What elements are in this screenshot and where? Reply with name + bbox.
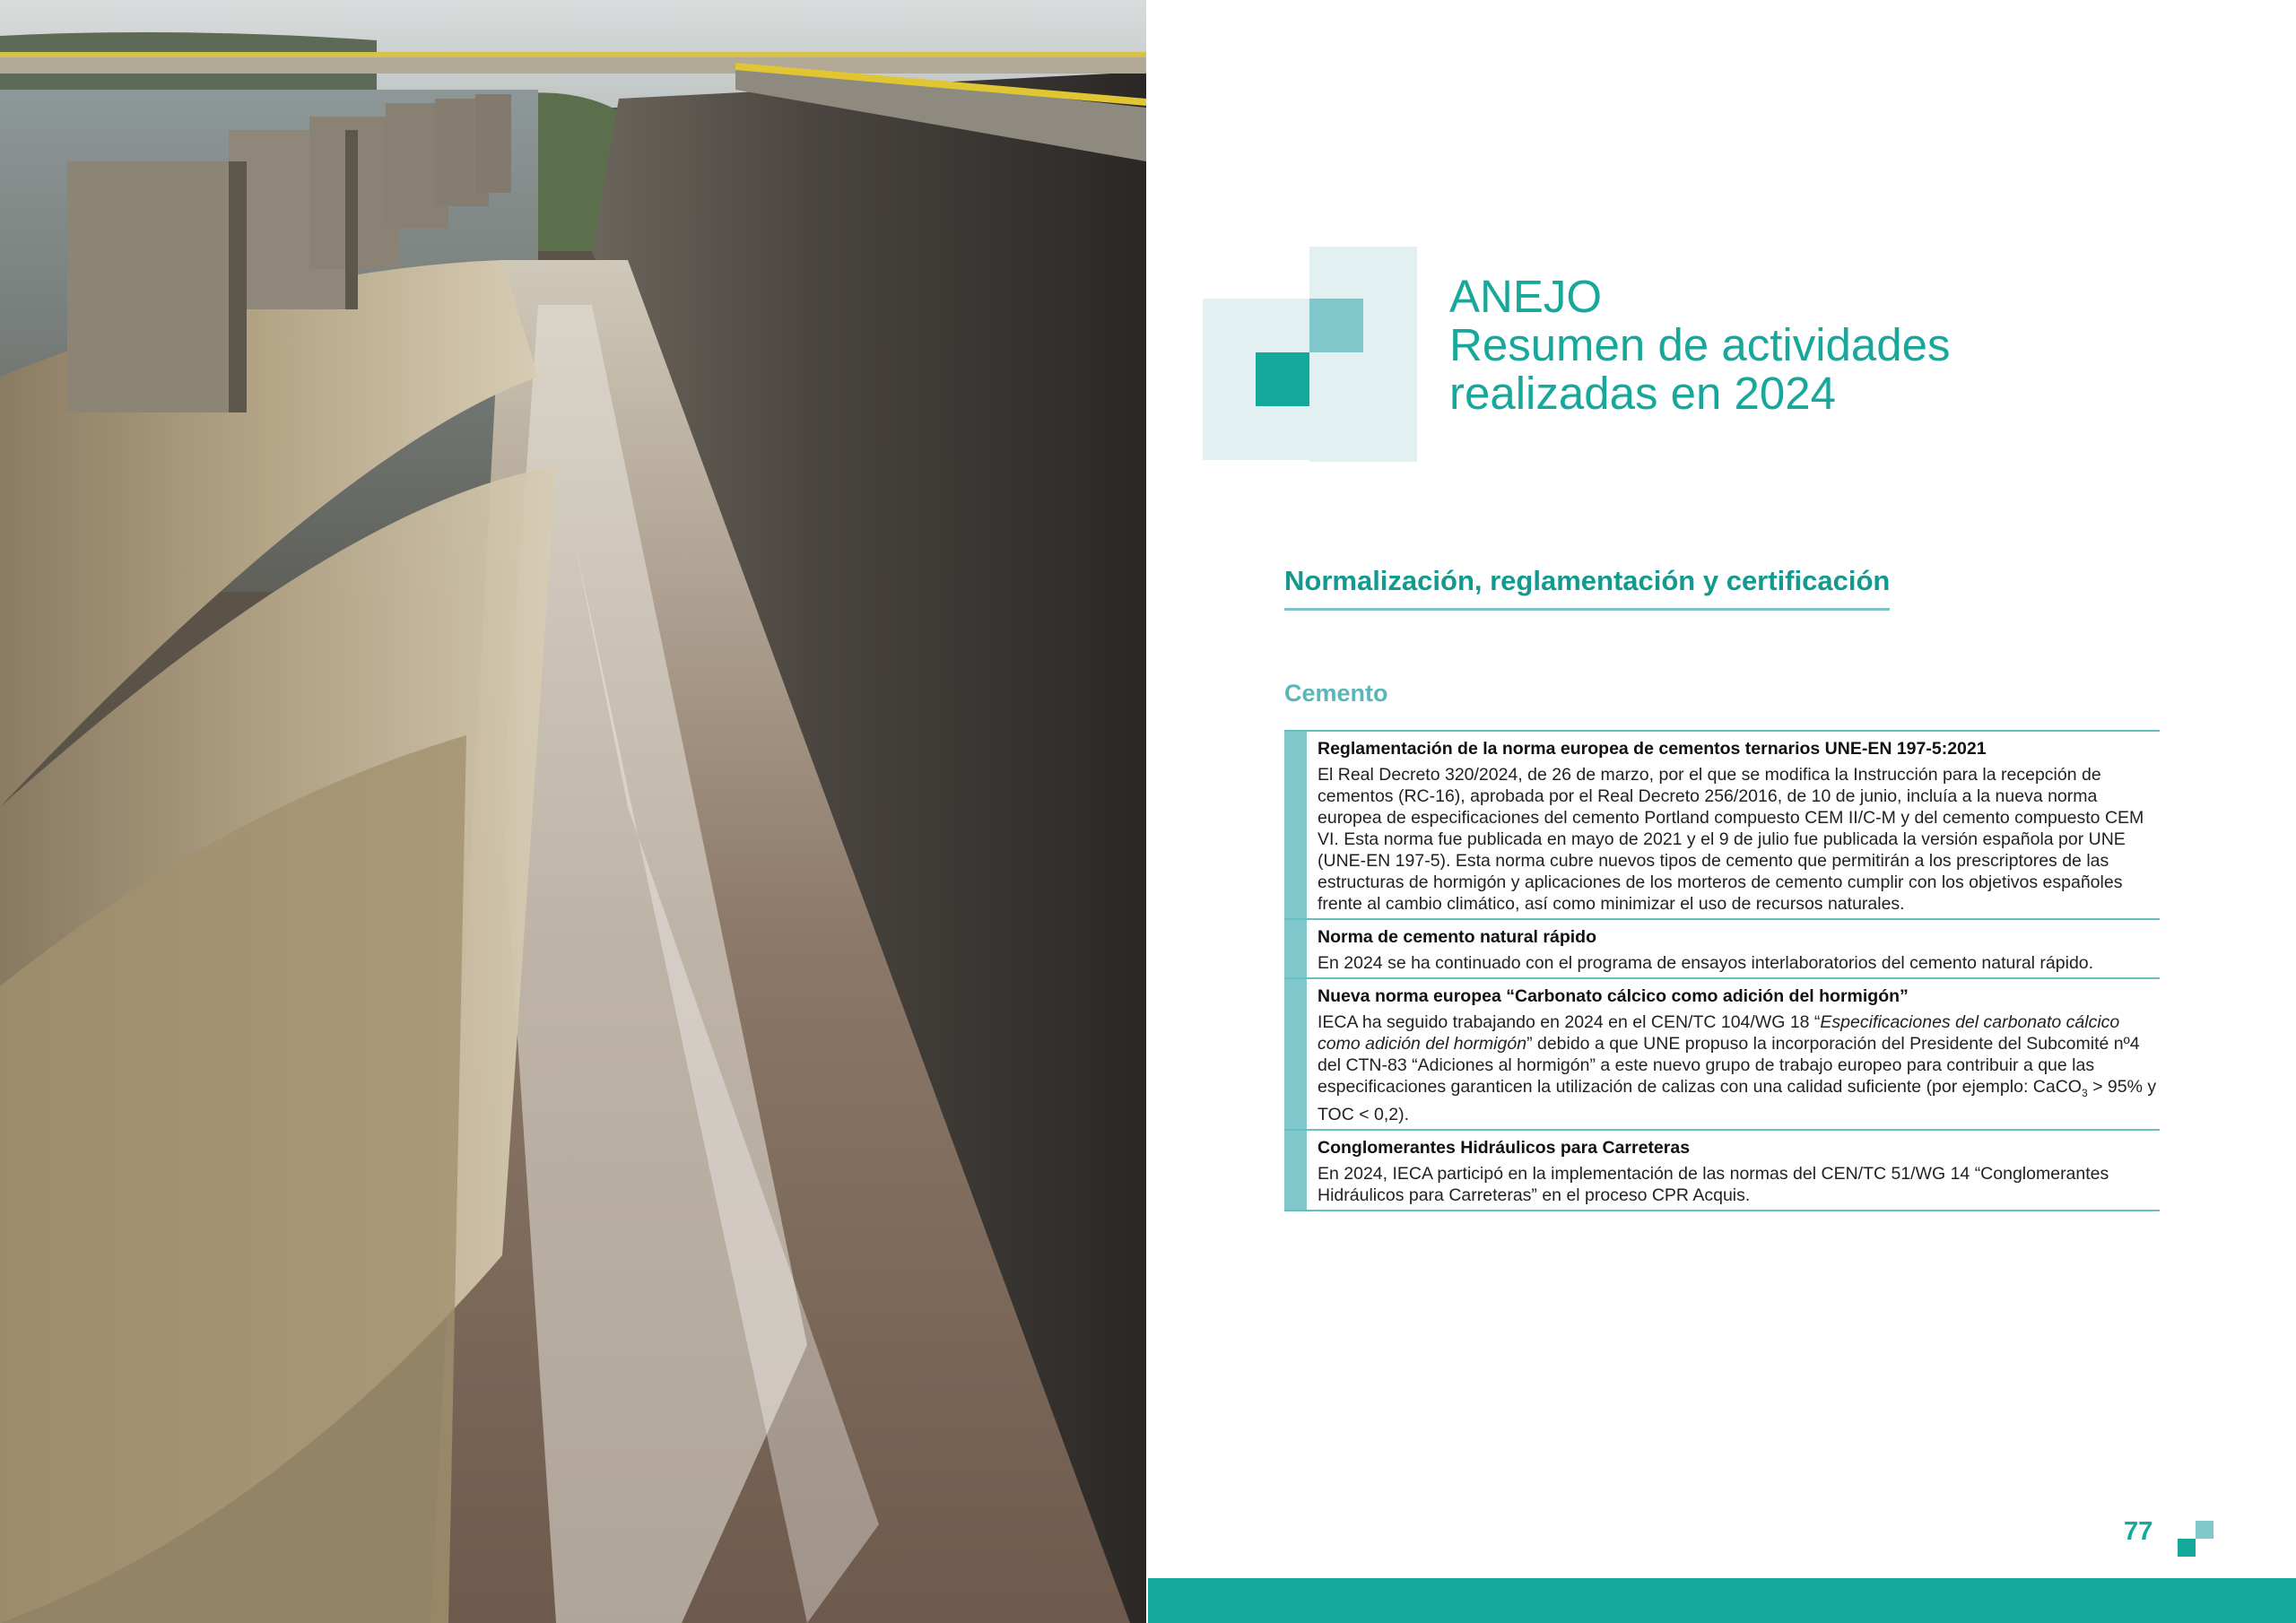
item-accent-bar (1284, 732, 1307, 918)
dam-spillway-photo (0, 0, 1146, 1623)
item-accent-bar (1284, 920, 1307, 977)
item-title: Reglamentación de la norma europea de cementos ternarios UNE-EN 197-5:2021 (1318, 739, 1987, 759)
list-item (1284, 1129, 2160, 1211)
page-number: 77 (2124, 1517, 2153, 1546)
item-body-text: ” debido a que UNE propuso la incorporación del Presidente del Subcomité nº4 del CTN-83 “Adiciones al hormigón” a este nuevo grupo de trabajo europeo para contribuir a que las especificaciones garanticen la utilización de calizas con una calidad suficiente (por ejemplo: CaCO (1318, 1034, 2140, 1097)
chapter-title-line2: Resumen de actividades (1449, 319, 1951, 370)
decorative-square-dark (1256, 352, 1309, 406)
decorative-square-light (1309, 299, 1363, 352)
item-body: En 2024 se ha continuado con el programa de ensayos interlaboratorios del cemento natural rápido. (1318, 953, 2094, 973)
item-body-italic: Especificaciones del carbonato cálcico como adición del hormigón (1318, 1012, 2120, 1054)
item-accent-bar (1284, 1131, 1307, 1210)
activity-list (1284, 730, 2160, 1211)
item-title: Conglomerantes Hidráulicos para Carreteras (1318, 1137, 1691, 1158)
item-title: Nueva norma europea “Carbonato cálcico como adición del hormigón” (1318, 986, 1909, 1006)
sub-heading-cemento: Cemento (1284, 680, 1388, 707)
chapter-title-line3: realizadas en 2024 (1449, 368, 1836, 419)
list-item (1284, 918, 2160, 977)
page-number-square-dark (2178, 1539, 2196, 1557)
chapter-title (1449, 273, 1951, 418)
item-accent-bar (1284, 979, 1307, 1129)
list-item (1284, 977, 2160, 1129)
page-number-square-light (2196, 1521, 2213, 1539)
list-item (1284, 730, 2160, 918)
chapter-title-line1: ANEJO (1449, 271, 1603, 322)
photo-illustration (0, 0, 1146, 1623)
item-body: El Real Decreto 320/2024, de 26 de marzo, por el que se modifica la Instrucción para la recepción de cementos (RC-16), aprobada por el Real Decreto 256/2016, de 10 de junio, incluía a la nueva norma europea de especificaciones del cemento Portland compuesto CEM II/C-M y del cemento compuesto CEM VI. Esta norma fue publicada en mayo de 2021 y el 9 de julio fue publicada la versión española por UNE (UNE-EN 197-5). Esta norma cubre nuevos tipos de cemento que permitirán a los prescriptores de las estructuras de hormigón y aplicaciones de los morteros de cemento cumplir con los objetivos españoles frente al cambio climático, así como minimizar el uso de recursos naturales. (1318, 765, 2144, 914)
section-heading: Normalización, reglamentación y certificación (1284, 565, 1890, 611)
item-body: En 2024, IECA participó en la implementación de las normas del CEN/TC 51/WG 14 “Conglomerantes Hidráulicos para Carreteras” en el proceso CPR Acquis. (1318, 1163, 2109, 1205)
footer-band (1148, 1578, 2296, 1623)
item-body-subscript: 3 (2081, 1086, 2088, 1099)
item-body-text: > 95% y TOC < 0,2). (1318, 1077, 2157, 1124)
item-body (1318, 1011, 2160, 1125)
item-body-text: IECA ha seguido trabajando en 2024 en el CEN/TC 104/WG 18 “ (1318, 1012, 1821, 1032)
item-title: Norma de cemento natural rápido (1318, 927, 1596, 947)
